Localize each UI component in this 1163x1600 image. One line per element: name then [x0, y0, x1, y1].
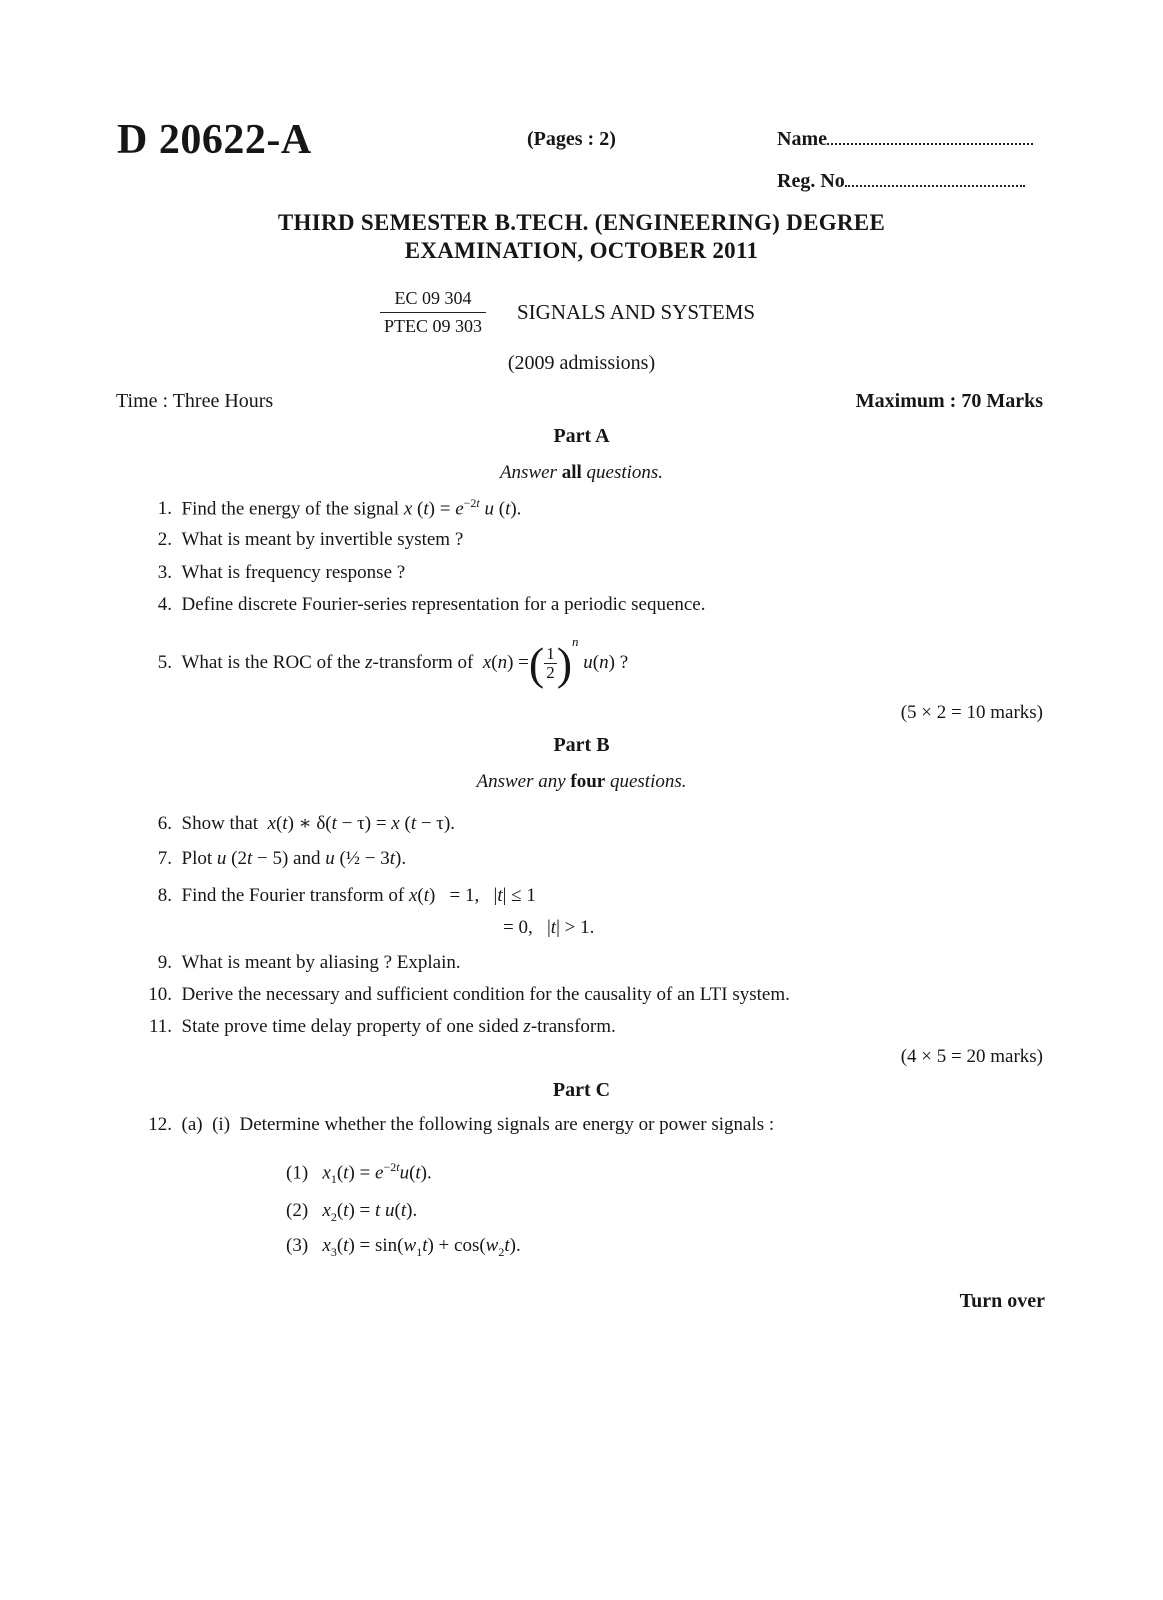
question-8: 8. Find the Fourier transform of x(t) = 1, |t| ≤ 1	[157, 885, 536, 906]
question-5: 5. What is the ROC of the z-transform of x(n) =( $\frac{1}{2}$ )$^n$ u(n) ?	[157, 634, 629, 690]
admissions: (2009 admissions)	[507, 352, 656, 374]
page-count: (Pages : 2)	[527, 128, 616, 150]
part-c-title: Part C	[552, 1079, 611, 1101]
exam-time: Time : Three Hours	[116, 390, 274, 412]
part-a-title: Part A	[553, 425, 610, 447]
reg-no-field	[777, 170, 1025, 193]
signal-2: (2) $x_2(t) = t$ u(t).	[286, 1200, 418, 1224]
name-label: Name	[777, 128, 827, 150]
exam-title-line2: EXAMINATION, OCTOBER 2011	[404, 238, 759, 263]
question-10: 10. Derive the necessary and sufficient condition for the causality of an LTI system.	[148, 984, 790, 1005]
name-field	[777, 128, 1033, 151]
part-b-instruction: Answer any four questions.	[476, 771, 687, 792]
question-7: 7. Plot u (2t − 5) and u (½ − 3t).	[157, 848, 407, 869]
part-b-marks: (4 × 5 = 20 marks)	[900, 1046, 1043, 1067]
exam-title-line1: THIRD SEMESTER B.TECH. (ENGINEERING) DEGREE	[277, 210, 886, 235]
turn-over: Turn over	[959, 1290, 1045, 1312]
question-4: 4. Define discrete Fourier-series representation for a periodic sequence.	[157, 594, 706, 615]
question-11: 11. State prove time delay property of one sided z-transform.	[148, 1016, 616, 1037]
question-8-case-2: = 0, |t| > 1.	[503, 917, 595, 938]
part-b-title: Part B	[553, 734, 610, 756]
question-2: 2. What is meant by invertible system ?	[157, 529, 464, 550]
question-12: 12. (a) (i) Determine whether the following signals are energy or power signals :	[148, 1114, 775, 1135]
question-6: 6. Show that x(t) ∗ δ(t − τ) = x (t − τ).	[157, 813, 456, 834]
maximum-marks: Maximum : 70 Marks	[855, 390, 1043, 412]
reg-no-label: Reg. No	[777, 170, 845, 192]
course-code-ptec: PTEC 09 303	[384, 316, 483, 336]
question-1: 1. Find the energy of the signal x $(t) = e^{-2t}$ u (t).	[157, 496, 522, 520]
signal-3: (3) $x_3(t) = \sin(w_1t) + \cos(w_2t)$.	[286, 1235, 521, 1259]
course-code-ec: EC 09 304	[380, 288, 486, 313]
question-9: 9. What is meant by aliasing ? Explain.	[157, 952, 461, 973]
course-codes	[380, 288, 486, 337]
signal-1: (1) $x_1(t) = e^{-2t}u(t)$.	[286, 1160, 432, 1187]
subject-title: SIGNALS AND SYSTEMS	[517, 300, 756, 324]
paper-code: D 20622-A	[117, 117, 312, 163]
part-a-instruction: Answer all questions.	[499, 462, 664, 483]
question-3: 3. What is frequency response ?	[157, 562, 406, 583]
part-a-marks: (5 × 2 = 10 marks)	[900, 702, 1043, 723]
